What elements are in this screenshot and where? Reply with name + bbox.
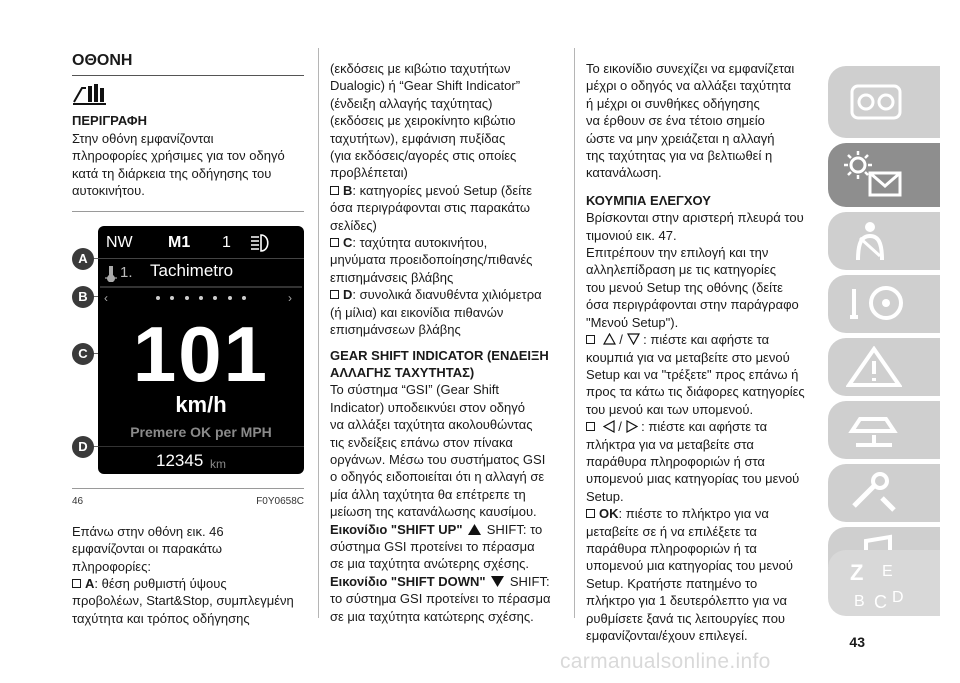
slash: / [618,419,622,435]
text-line: παράθυρα πληροφοριών ή στα [586,453,765,469]
text-line: μηνύματα προειδοποίησης/πιθανές [330,252,533,268]
item-label: OK [599,506,619,522]
slash: / [619,332,623,348]
bullet-square [330,186,339,195]
text-line: Το εικονίδιο συνεχίζει να εμφανίζεται [586,61,795,76]
odometer-value: 12345 [156,451,204,471]
text-line: SHIFT: το [486,521,543,537]
page-number: 43 [849,634,865,650]
text-line: : συνολικά διανυθέντα χιλιόμετρα [352,287,542,303]
text-line: του μενού και των υπομενού. [586,401,754,417]
right-triangle-outline-icon [626,420,638,433]
figure-code: F0Y0658C [256,496,304,508]
shift-down-label: Εικονίδιο "SHIFT DOWN" [330,573,486,589]
text-line: του μενού Setup της οθόνης (δείτε [586,279,783,295]
text-line: Το σύστημα “GSI” (Gear Shift [330,382,500,398]
down-triangle-outline-icon [627,333,640,345]
bullet-square [72,579,81,588]
figure-number: 46 [72,496,84,508]
shift-up-triangle-icon [468,524,481,535]
text-line: εμφανίζονται/έχουν επιλεγεί. [586,628,748,643]
screen-divider [98,258,304,259]
dashboard-display-figure [72,226,304,482]
item-label: B [343,182,353,198]
shift-down-paragraph [330,573,565,625]
shift-up-paragraph [330,521,565,573]
bullet-square [586,335,595,344]
side-tab-specs[interactable] [828,464,940,522]
text-line: Indicator) υποδεικνύει στον οδηγό [330,399,525,415]
text-line: SHIFT: [509,573,550,589]
text-line: Setup. Κρατήστε πατημένο το [586,575,758,591]
side-tab-driving[interactable] [828,275,940,333]
figure-caption [72,488,304,510]
text-line: (ένδειξη αλλαγής ταχύτητας) [330,95,493,111]
text-line: Setup. [586,488,624,504]
text-line: πλήκτρα για να μεταβείτε στα [586,436,754,452]
text-line: πλήκτρο για 1 δευτερόλεπτο για να [586,593,787,609]
warning-triangle-icon [846,346,902,388]
text-line: μέχρι ο οδηγός να αλλάξει ταχύτητα [586,78,791,94]
text-line: όσα περιγράφονται στις παρακάτω [330,200,531,216]
car-lift-icon [846,409,902,451]
tools-icon [846,472,902,514]
shift-up-label: Εικονίδιο "SHIFT UP" [330,521,463,537]
speed-value: 101 [132,310,270,399]
svg-text:D: D [892,589,904,606]
side-tab-emergency[interactable] [828,338,940,396]
text-line: πληροφορίες: [72,558,151,574]
text-line: της ταχύτητας για να βελτιωθεί η [586,148,773,164]
column-2 [330,60,565,625]
text-line: σε μια ταχύτητα ανώτερης σχέσης. [330,556,529,572]
side-tab-index[interactable] [828,550,940,616]
column-3 [586,60,826,644]
headlamp-level-icon [248,233,272,253]
item-label: A [85,576,95,592]
side-tab-display[interactable] [828,143,940,207]
page-dot [156,296,160,300]
text-line: μεταβείτε σε ή να επιλέξετε τα [586,523,757,539]
svg-text:E: E [882,563,893,580]
text-line: παράθυρα πληροφοριών ή τα [586,540,757,556]
text-line: κατανάλωση. [586,165,662,181]
screen-divider [98,446,304,447]
text-line: Setup και να "τρέξετε" προς επάνω ή [586,366,799,382]
text-line: κουμπιά για να μεταβείτε στο μενού [586,349,790,365]
column-separator [318,48,319,618]
alphabet-index-icon [844,556,914,612]
left-right-buttons-item [586,418,826,505]
text-line: μία άλλη ταχύτητα θα επέτρεπε τη [330,486,526,502]
car-dashboard-icon [846,80,906,124]
side-tab-car[interactable] [828,66,940,138]
text-line: σύστημα GSI προτείνει το πέρασμα [330,538,535,554]
text-line: Επάνω στην οθόνη εικ. 46 [72,523,224,539]
text-line: Επιτρέπουν την επιλογή και την [586,245,769,261]
text-line: ταχυτήτων), εμφάνιση πυξίδας [330,130,506,146]
page-dot [213,296,217,300]
text-line: ΑΛΛΑΓΗΣ ΤΑΧΥΤΗΤΑΣ) [330,364,475,380]
temperature-icon [104,264,118,282]
text-line: εμφανίζονται οι παρακάτω [72,541,223,557]
text-line: προβλέπεται) [330,165,408,181]
menu-index: 1. [120,264,133,282]
bullet-square [330,290,339,299]
ok-button-item [586,505,826,644]
text-line: GEAR SHIFT INDICATOR (ΕΝΔΕΙΞΗ [330,347,549,363]
text-line: προς τα κάτω τις διάφορες κατηγορίες [586,384,805,400]
text-line: Βρίσκονται στην αριστερή πλευρά του [586,210,804,226]
text-line: αυτοκινήτου. [72,183,145,199]
text-line: ο οδηγός ειδοποιείται ότι η αλλαγή σε [330,469,545,485]
warning-lights-icon [842,149,906,201]
text-line: ώστε να μην χρειάζεται η αλλαγή [586,130,775,146]
continued-paragraph [330,60,565,182]
item-B [330,182,565,234]
page-dot [170,296,174,300]
display-screen [98,226,304,474]
watermark: carmanualsonline.info [560,650,771,673]
intro-paragraph [72,130,304,200]
text-line: τις ενδείξεις επάνω στον πίνακα [330,434,513,450]
column-separator [574,48,575,618]
item-A [72,575,304,627]
text-line: να έρθουν σε ένα τέτοιο σημείο [586,113,765,129]
up-triangle-outline-icon [603,333,616,345]
unit-switch-prompt: Premere OK per MPH [130,424,272,441]
page-dot [228,296,232,300]
description-heading: ΠΕΡΙΓΡΑΦΗ [72,113,147,129]
text-line: : πιέστε και αφήστε τα [643,332,770,348]
text-line: : πιέστε και αφήστε τα [641,419,768,435]
text-line: προβολέων, Start&Stop, συμπλεγμένη [72,593,294,609]
display-icon-row [72,82,304,108]
item-label: D [343,287,353,303]
display-icon [72,82,112,106]
bullet-square [330,238,339,247]
text-line: οργάνων. Μέσω του συστήματος GSI [330,451,546,467]
text-line: όσα περιγράφονται στην παράγραφο [586,297,799,313]
text-line: σελίδες) [330,217,377,233]
text-line: Dualogic) ή “Gear Shift Indicator” [330,78,521,94]
odometer-unit: km [210,457,226,472]
text-line: ή μέχρι οι συνθήκες οδήγησης [586,95,760,111]
drive-mode: M1 [168,234,191,252]
page-dot [185,296,189,300]
column-1 [72,52,304,627]
text-line: ταχύτητα και τρόπος οδήγησης [72,610,250,626]
side-tab-safety[interactable] [828,212,940,270]
text-line: επισημάνσεων βλάβης [330,322,461,338]
up-down-buttons-item [586,331,826,418]
text-line: αλληλεπίδραση με τις κατηγορίες [586,262,777,278]
text-line: "Μενού Setup"). [586,314,679,330]
text-line: : πιέστε το πλήκτρο για να [618,506,769,522]
item-D [330,286,565,338]
gsi-paragraph [330,381,565,520]
text-line: πληροφορίες χρήσιμες για τον οδηγό [72,148,285,164]
text-line: τιμονιού εικ. 47. [586,227,677,243]
bullet-square [586,422,595,431]
shift-down-triangle-icon [491,576,504,587]
page-dot [242,296,246,300]
callout-A: A [72,248,94,270]
text-line: (εκδόσεις με κιβώτιο ταχυτήτων [330,61,511,76]
callout-D: D [72,436,94,458]
controls-heading: ΚΟΥΜΠΙΑ ΕΛΕΓΧΟΥ [586,192,711,208]
speed-unit: km/h [175,392,227,418]
text-line: επισημάνσεις βλάβης [330,269,454,285]
after-figure-paragraph [72,523,304,575]
right-arrow-icon: › [288,291,292,306]
svg-text:C: C [874,592,887,612]
text-line: να αλλάξει ταχύτητα ακολουθώντας [330,417,533,433]
menu-underline [100,286,302,288]
text-line: : θέση ρυθμιστή ύψους [94,576,227,592]
section-title: ΟΘΟΝΗ [72,52,304,76]
key-steering-wheel-icon [846,281,906,325]
svg-text:Z: Z [850,560,864,585]
text-line: ρυθμίσετε ξανά τις λειτουργίες που [586,610,786,626]
item-C [330,234,565,286]
side-tab-maintenance[interactable] [828,401,940,459]
left-triangle-outline-icon [603,420,615,433]
text-line: το σύστημα GSI προτείνει το πέρασμα [330,591,551,607]
item-label: C [343,235,353,251]
text-line: (εκδόσεις με χειροκίνητο κιβώτιο [330,113,516,129]
callout-B: B [72,286,94,308]
page-dot [199,296,203,300]
icon-persist-paragraph [586,60,826,182]
compass-readout: NW [106,234,133,252]
seatbelt-icon [846,220,896,262]
left-arrow-icon: ‹ [104,291,108,306]
text-line: υπομενού μια κατηγορίας του μενού [586,558,794,574]
text-line: μείωση της κατανάλωσης καυσίμου. [330,504,537,520]
svg-text:B: B [854,593,865,610]
text-line: κατά τη διάρκεια της οδήγησης του [72,165,272,181]
text-line: Στην οθόνη εμφανίζονται [72,130,214,146]
gear-indicator: 1 [222,234,231,252]
text-line: : ταχύτητα αυτοκινήτου, [352,235,488,251]
text-line: : κατηγορίες μενού Setup (δείτε [352,182,533,198]
menu-title: Tachimetro [150,261,234,281]
text-line: (για εκδόσεις/αγορές στις οποίες [330,148,517,164]
page-dots [156,296,246,300]
text-line: σε μια ταχύτητα κατώτερης σχέσης. [330,608,534,624]
gsi-heading [330,347,565,382]
controls-paragraph [586,209,826,331]
text-line: υπομενού μιας κατηγορίας του μενού [586,471,800,487]
bullet-square [586,509,595,518]
callout-C: C [72,343,94,365]
divider [72,211,304,212]
text-line: (ή μίλια) και εικονίδια πιθανών [330,304,504,320]
